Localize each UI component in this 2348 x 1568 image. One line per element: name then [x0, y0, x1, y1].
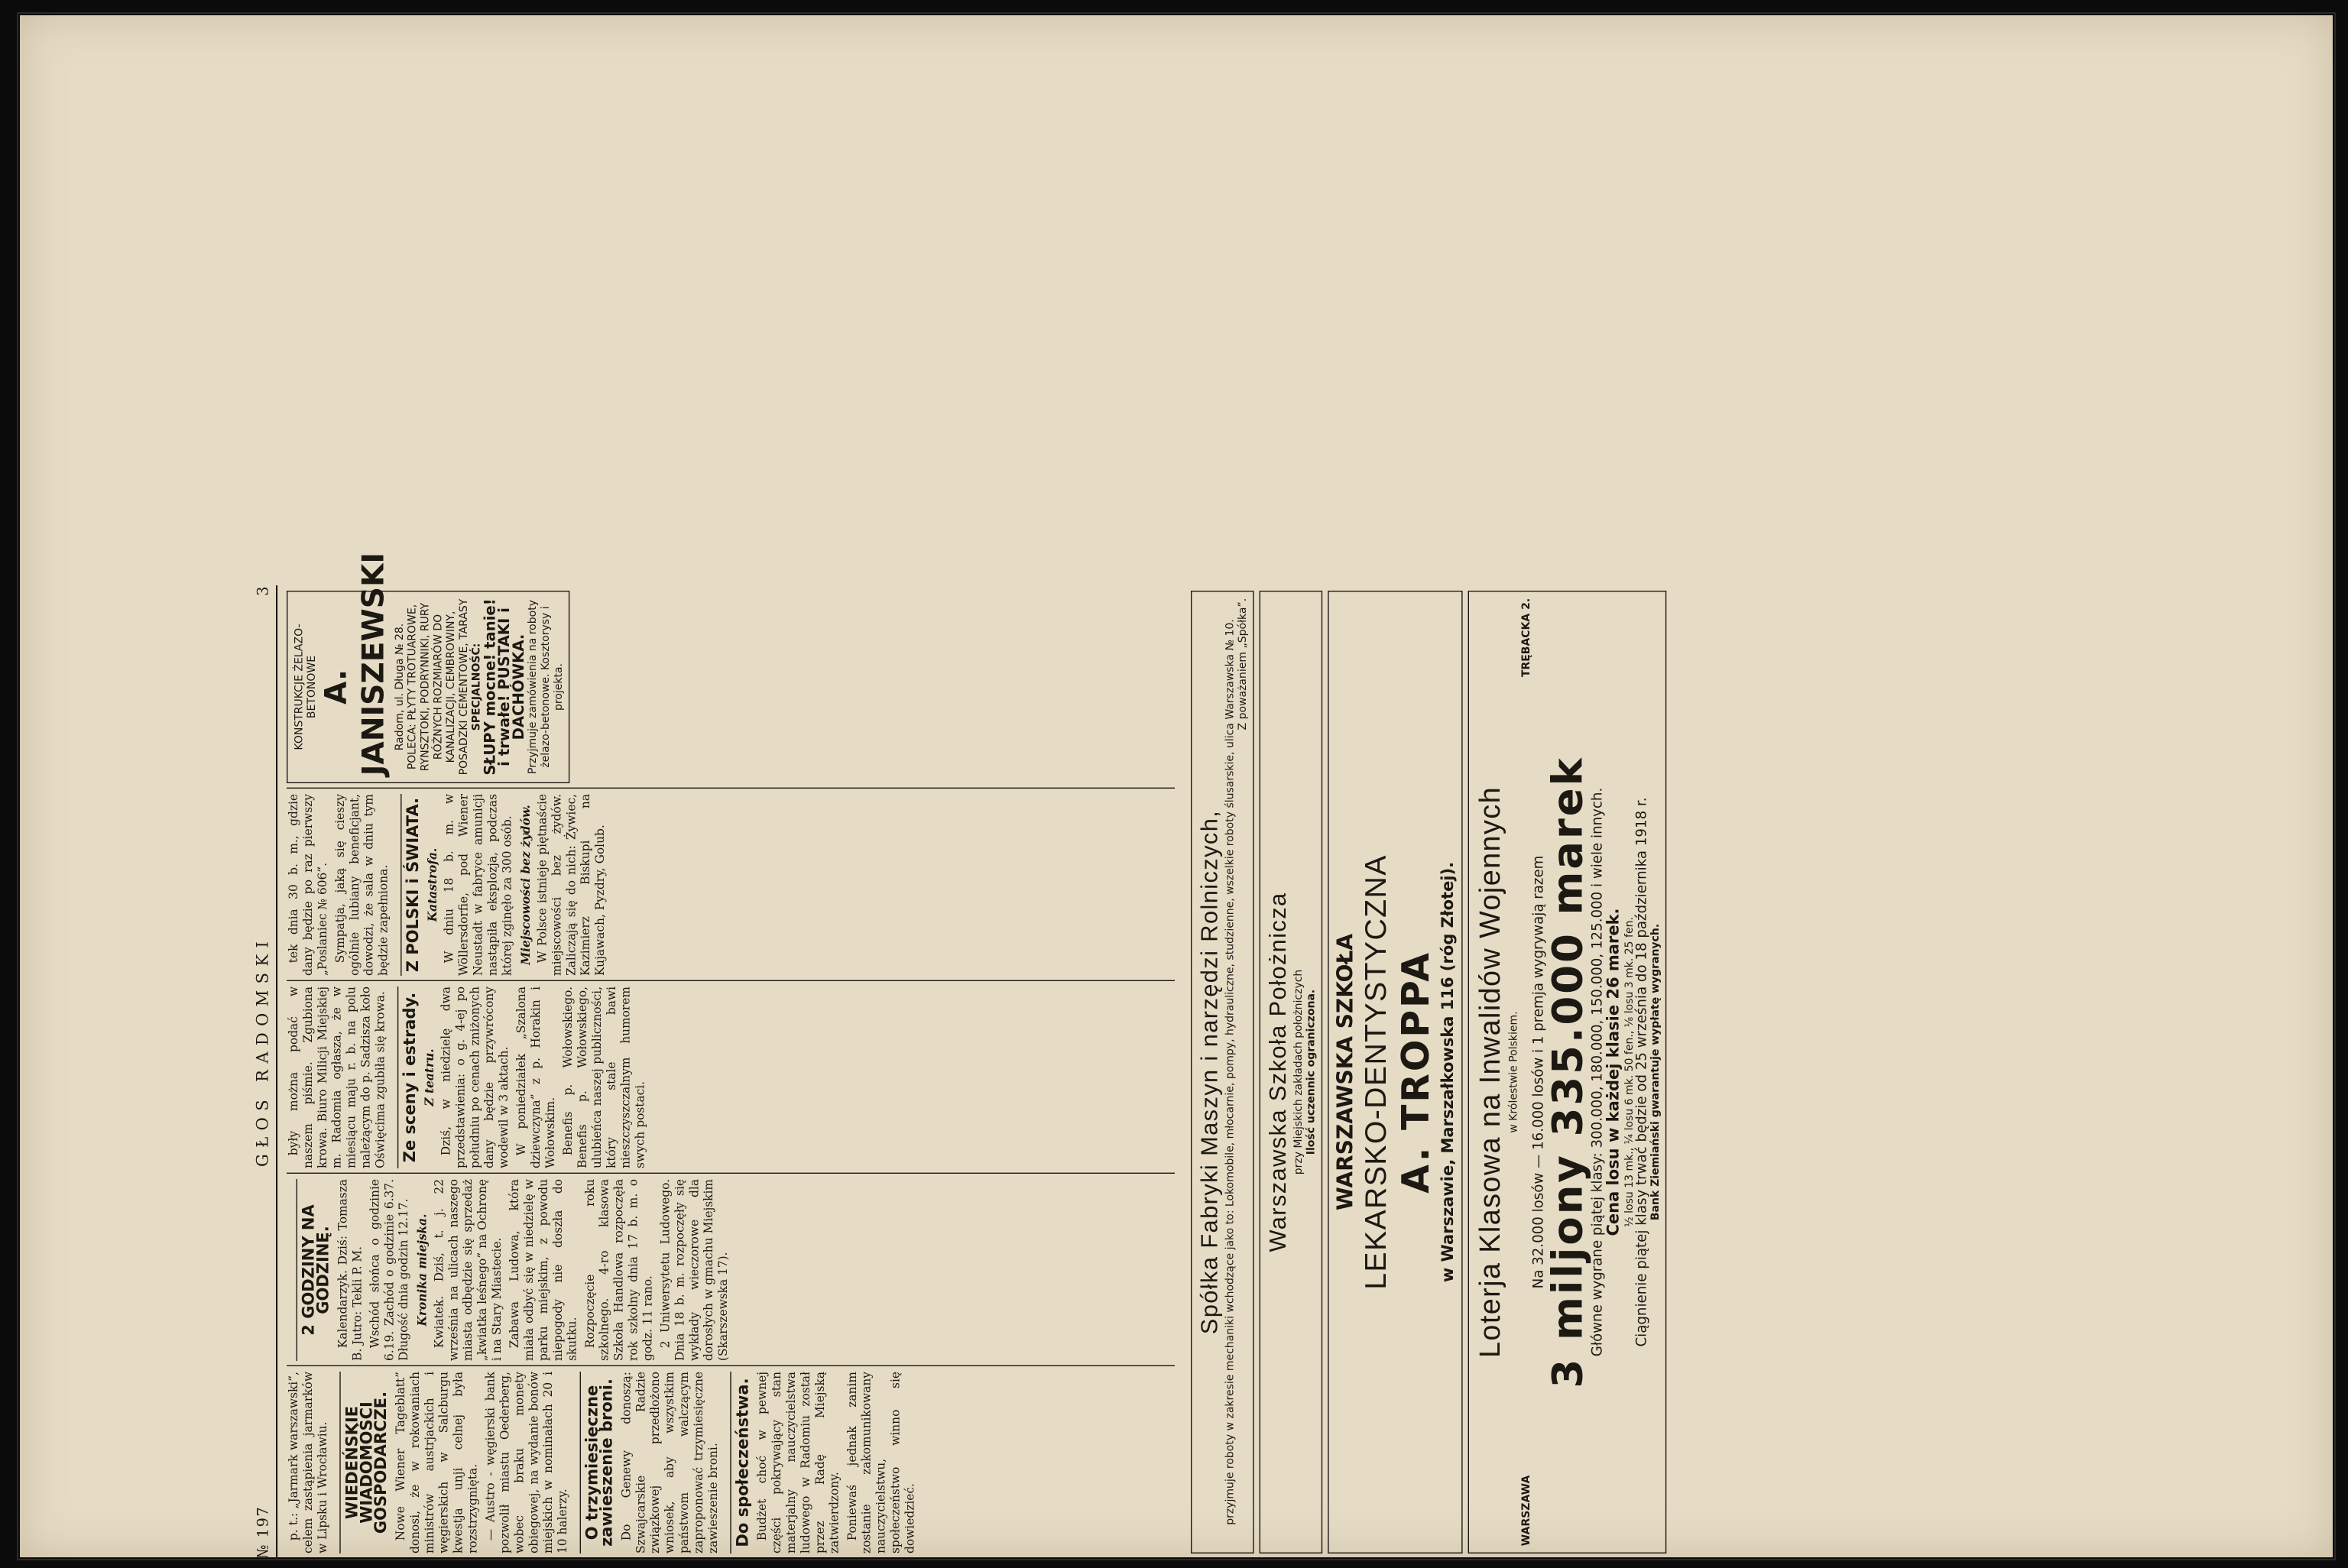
newspaper-sheet: [20, 15, 2333, 1557]
lottery-ad: [1468, 591, 1667, 1553]
lottery-losy: Na 32.000 losów — 16.000 losów i 1 premja wygrywają razem: [1530, 855, 1547, 1289]
spolka-text: przyjmuje roboty w zakresie mechaniki wchodzące jako to: Lokomobile, młocarnie, pompy, hydrauliczne, studzienne, wszelkie roboty ślusarskie, ulica Warszawska № 10.: [1223, 619, 1236, 1525]
paragraph: Sympatja, jaką się cieszy ogólnie lubiany beneficjant, dowodzi, że sala w dniu tym będzie zapełniona.: [333, 794, 391, 976]
column-5-janiszewski-ad: [287, 552, 1175, 783]
column-3: [287, 986, 1175, 1168]
paragraph: W Polsce istnieje piętnaście miejscowości bez żydów. Zaliczają się do nich: Żywiec, Kazimierz Biskupi na Kujawach, Pyzdry, Golub.: [536, 794, 608, 976]
lottery-title: Loterja Klasowa na Inwalidów Wojennych: [1474, 786, 1506, 1359]
lottery-prizes: Główne wygrane piątej klasy: 300.000, 180.000, 150.000, 125.000 i wiele innych.: [1589, 787, 1606, 1357]
heading-teatr: Z teatru.: [422, 1048, 436, 1106]
advertisements: [1191, 591, 1662, 1553]
paragraph: 2 Uniwersytetu Ludowego. Dnia 18 b. m. rozpoczęły się wykłady wieczorowe dla dorosłych w gmachu Miejskim (Skarszewska 17).: [659, 1179, 731, 1361]
spolka-ad: [1191, 591, 1254, 1553]
paragraph: Zabawa Ludowa, która miała odbyć się w niedzielę w parku miejskim, z powodu niepogody nie doszła do skutku.: [508, 1179, 579, 1361]
lottery-draw-dates: Ciągnienie piątej klasy trwać będzie od 25 września do 18 października 1918 r.: [1633, 797, 1650, 1347]
lottery-price: Cena losu w każdej klasie 26 marek.: [1604, 908, 1623, 1236]
paragraph: Dziś, w niedzielę dwa przedstawienia: o g. 4-ej po południu po cenach zniżonych dany będzie przywrócony wodewil w 3 aktach.: [439, 986, 511, 1168]
column-divider: [287, 788, 1175, 789]
calendar-note: Kalendarzyk. Dziś: Tomasza B. Jutro: Tekli P. M.: [336, 1179, 365, 1361]
dental-school-ad: [1328, 591, 1462, 1553]
lottery-partial-prices: ½ losu 13 mk., ¼ losu 6 mk. 50 fen., ⅛ losu 3 mk. 25 fen.: [1622, 917, 1636, 1227]
heading-kronika: Kronika miejska.: [415, 1213, 430, 1327]
heading-miejscowosci: Miejscowości bez żydów.: [518, 805, 533, 965]
column-4: [287, 794, 1175, 976]
ad-przyjmuje: Przyjmuje zamówienia na roboty żelazo-betonowe. Kosztorysy i projekta.: [525, 600, 565, 774]
school-name: LEKARSKO-DENTYSTYCZNA: [1358, 854, 1393, 1290]
lottery-jackpot: 3 miljony 335.000 marek: [1544, 756, 1592, 1388]
ad-specialty: SPECJALNOŚĆ:: [469, 643, 483, 731]
paragraph: tek dnia 30 b. m., gdzie dany będzie po raz pierwszy „Poslaniec № 606”.: [287, 794, 329, 976]
column-divider: [287, 980, 1175, 981]
paragraph: Do Genewy donoszą: Szwajcarskie Radzie związkowej przedłożono wniosek, aby wszystkim państwom walczącym zaproponować trzymiesięczne zawieszenie broni.: [620, 1372, 720, 1553]
spolka-signature: Z poważaniem „Spółka”.: [1235, 598, 1249, 731]
paragraph: Rozpoczęcie roku szkolnego. 4-ro klasowa Szkoła Handlowa rozpoczęła rok szkolny dnia 17 b. m. o godz. 11 rano.: [583, 1179, 655, 1361]
paragraph: Nowe Wiener Tageblatt” donosi, że w rokowaniach ministrów austrjackich i węgierskich w Salcburgu kwestja unji celnej była rozstrzygnięta.: [394, 1372, 480, 1553]
paragraph: były można podać w naszem piśmie. Zgubiona krowa. Biuro Milicji Miejskiej m. Radomia ogłasza, że w miesiącu maju r. b. na polu należącym do p. Sadzisza koło Oświęcima zgubiła się krowa.: [287, 986, 388, 1168]
school-owner: A. TROPPA: [1393, 951, 1438, 1194]
paragraph: W poniedziałek „Szalona dziewczyna” z p. Horakin i Wołowskim.: [514, 986, 558, 1168]
issue-number: № 197: [253, 1505, 272, 1559]
heading-godziny: 2 GODZINY NA GODZINĘ.: [297, 1179, 331, 1361]
column-2: [287, 1179, 1175, 1361]
ad-products: POLECA: PŁYTY TROTUAROWE, RYNSZTOKI, PODRYNNIKI, RURY RÓŻNYCH ROZMIARÓW DO KANALIZACJI, CEMBROWINY, POSADZKI CEMENTOWE, TARASY: [405, 598, 470, 776]
lottery-street: TRĘBACKA 2.: [1519, 598, 1532, 678]
janiszewski-ad: [287, 552, 569, 783]
heading-spoleczenstwa: Do społeczeństwa.: [730, 1372, 750, 1553]
heading-polski-swiata: Z POLSKI i ŚWIATA.: [401, 794, 420, 976]
paragraph: Kwiatek. Dziś, t. j. 22 września na ulicach naszego miasta odbędzie się sprzedaż „kwiatka leśnego” na Ochronę i na Stary Miastecie.: [433, 1179, 504, 1361]
ad-slupy: SŁUPY mocne! tanie! i trwałe! PUSTAKI i DACHÓWKA.: [481, 598, 527, 776]
paragraph: — Austro - węgierski bank pozwolił miastu Oederberg, wobec braku monety obiegowej, na wydanie bonów miejskich w nominałach 20 i 10 halerzy.: [484, 1372, 570, 1553]
school-heading: WARSZAWSKA SZKOŁA: [1333, 933, 1358, 1211]
ad-address: Radom, ul. Długa № 28.: [392, 623, 406, 751]
spolka-title: Spółka Fabryki Maszyn i narzędzi Rolniczych,: [1196, 809, 1223, 1335]
page-number: 3: [253, 585, 272, 596]
heading-sceny: Ze sceny i estrady.: [397, 986, 417, 1168]
column-divider: [287, 1173, 1175, 1174]
polozna-sub: przy Miejskich zakładach położniczych: [1291, 969, 1305, 1175]
heading-katastrofa: Katastrofa.: [426, 847, 440, 922]
lottery-bank: Bank Ziemiański gwarantuje wypłatę wygranych.: [1648, 923, 1662, 1221]
lead-paragraph: p. t.: „Jarmark warszawski”, celem zastąpienia jarmarków w Lipsku i Wrocławiu.: [287, 1372, 329, 1553]
heading-trzymiesieczne: O trzymiesięczne zawieszenie broni.: [580, 1372, 615, 1553]
lottery-sub: w Królestwie Polskiem.: [1506, 1011, 1519, 1133]
sunrise-note: Wschód słońca o godzinie 6.19. Zachód o godzinie 6.37. Długość dnia godzin 12.17.: [368, 1179, 411, 1361]
masthead: [249, 585, 277, 1559]
polozna-limit: Ilość uczennic ograniczona.: [1304, 989, 1318, 1155]
polozna-ad: [1260, 591, 1323, 1553]
lottery-city: WARSZAWA: [1519, 1475, 1532, 1547]
rotated-newspaper-page: [249, 552, 1672, 1559]
polozna-title: Warszawska Szkoła Położnicza: [1264, 892, 1291, 1252]
ad-brand: A. JANISZEWSKI: [319, 552, 391, 776]
paragraph: Benefis p. Wołowskiego. Benefis p. Wołowskiego, ulubieńca naszej publiczności, który stale bawi nieszczyszczalnym humorem swych postaci.: [561, 986, 647, 1168]
newspaper-title: GŁOS RADOMSKI: [253, 935, 272, 1167]
paragraph: Poniewaś jednak zanim zostanie zakomunikowany nauczycielstwu, społeczeństwo winno się dowiedzieć.: [845, 1372, 917, 1553]
paragraph: Budżet choć w pewnej części pokrywający stan materjalny nauczycielstwa ludowego w Radomiu został przez Radę Miejską zatwierdzony.: [755, 1372, 842, 1553]
column-1: [287, 1372, 1175, 1553]
paragraph: W dniu 18 b. m. w Wöllersdorfie, pod Wiener Neustadt w fabryce amunicji nastąpiła eksplozja, podczas której zginęło za 300 osób.: [443, 794, 514, 976]
school-address: w Warszawie, Marszałkowska 116 (róg Złotej).: [1438, 861, 1458, 1283]
ad-header: KONSTRUKCJE ŻELAZO-BETONOWE: [292, 624, 318, 750]
heading-wiedenskie: WIEDEŃSKIE WIADOMOŚCI GOSPODARCZE.: [339, 1372, 388, 1553]
